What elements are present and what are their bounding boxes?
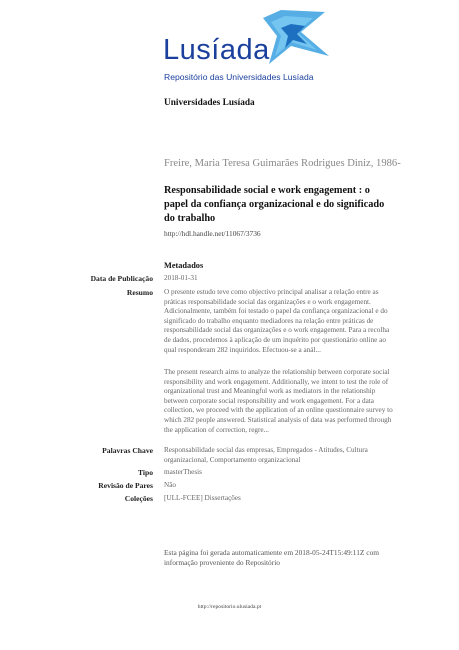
type-value: masterThesis	[164, 468, 202, 476]
repository-logo	[163, 6, 343, 86]
record-author: Freire, Maria Teresa Guimarães Rodrigues Diniz, 1986-	[164, 158, 401, 169]
logo-subtitle: Repositório das Universidades Lusíada	[164, 72, 314, 82]
record-title: Responsabilidade social e work engagement : o papel da confiança organizacional e do significado do trabalho	[164, 185, 385, 224]
abstract-pt: O presente estudo teve como objectivo principal analisar a relação entre as práticas responsabilidade social das organizações e o work engagement. Adicionalmente, também foi testado o papel da confiança organizacional e do significado do trabalho enquanto mediadores na relação entre práticas de responsabilidade social das organizações e o work engagement. Para a recolha de dados, procedemos à aplicação de um inquérito por questionário online ao qual responderam 282 inquiridos. Efectuou-se a anál...	[164, 288, 390, 354]
peer-review-value: Não	[164, 481, 176, 489]
repository-url-link[interactable]: http://repositorio.ulusiada.pt	[197, 604, 262, 610]
collections-label: Coleções	[124, 494, 153, 503]
peer-review-label: Revisão de Pares	[98, 481, 153, 490]
keywords-label: Palavras Chave	[102, 446, 153, 455]
institution-name: Universidades Lusíada	[164, 98, 255, 108]
metadata-heading: Metadados	[164, 261, 204, 270]
generation-note: Esta página foi gerada automaticamente em 2018-05-24T15:49:11Z com informação proveniente do Repositório	[164, 548, 380, 567]
abstract-en: The present research aims to analyze the relationship between corporate social responsibility and work engagement. Additionally, we intent to test the role of organizational trust and Meaningful work as mediators in the relationship between corporate social responsibility and work engagement. For a data collection, we proceed with the application of an online questionnaire survey to which 282 people answered. Statistical analysis of data was performed through the application of correction, regre...	[164, 368, 393, 434]
keywords-value: Responsabilidade social das empresas, Empregados - Atitudes, Cultura organizacional, Comportamento organizacional	[164, 446, 368, 464]
star-logo-icon	[261, 6, 331, 66]
type-label: Tipo	[137, 468, 153, 477]
abstract-label: Resumo	[126, 288, 153, 297]
date-value: 2018-01-31	[164, 274, 198, 282]
date-label: Data de Publicação	[90, 274, 153, 283]
collections-value[interactable]: [ULL-FCEE] Dissertações	[164, 494, 241, 502]
logo-wordmark: Lusíada	[163, 34, 270, 66]
record-handle-link[interactable]: http://hdl.handle.net/11067/3736	[164, 229, 261, 238]
